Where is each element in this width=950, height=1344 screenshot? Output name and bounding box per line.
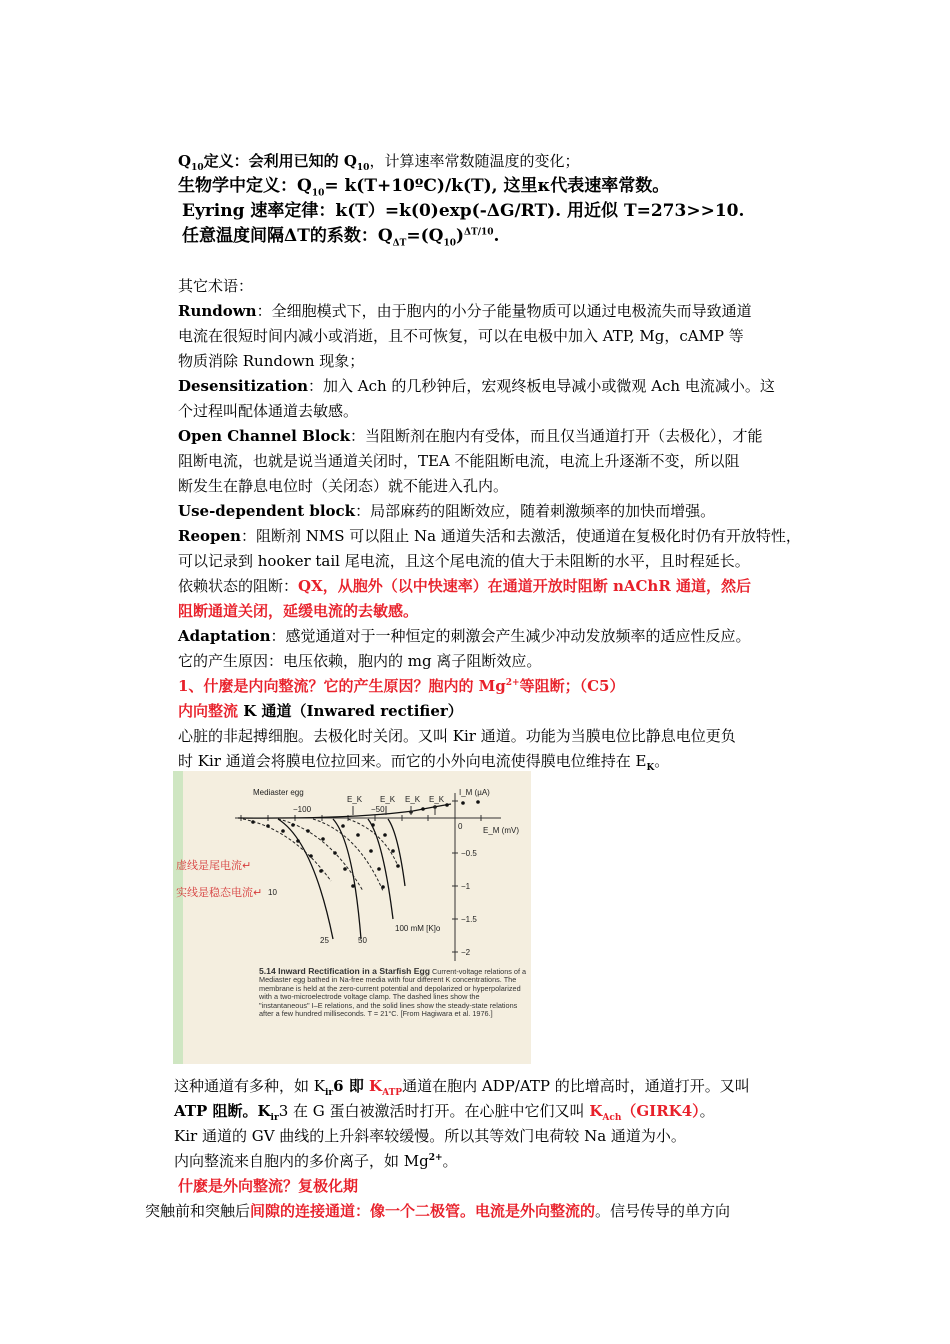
text-segment: Desensitization [178,377,308,395]
text-segment: （GIRK4） [621,1102,700,1120]
text-segment: 它的产生原因：电压依赖，胞内的 mg 离子阻断效应。 [178,652,542,670]
text-segment: K 通道（Inwared rectifier） [238,702,463,720]
text-segment: 内向整流来自胞内的多价离子，如 Mg [174,1152,429,1170]
text-segment: 定义：会利用已知的 Q [203,152,357,170]
text-line-state-2 [178,601,418,621]
text-segment: ) [455,226,465,246]
text-segment: ATP 阻断。K [174,1102,271,1120]
text-line-bio-def [178,176,670,199]
steady-state-curves [238,804,451,939]
text-line-kinds-1 [174,1076,750,1096]
text-segment: Adaptation [178,627,271,645]
x-tick-label-1: −100 [293,805,312,814]
text-segment: 任意温度间隔ΔT的系数：Q [182,226,393,246]
y-axis-label: I_M (µA) [459,788,490,797]
text-segment: 10 [443,238,456,249]
ek-label-4: E_K [429,795,445,804]
text-segment: 个过程叫配体通道去敏感。 [178,402,359,420]
text-segment: ：阻断剂 NMS 可以阻止 Na 通道失活和去激活，使通道在复极化时仍有开放特性， [240,527,801,545]
y-tick-label-3: −1.5 [461,915,477,924]
figure-plate [183,771,531,1064]
figure-title-left: Mediaster egg [253,788,304,797]
text-segment: Reopen [178,527,241,545]
figure-caption [259,967,527,1018]
ek-label-2: E_K [380,795,396,804]
text-segment: 生物学中定义：Q [178,176,312,196]
text-line-any-temp [182,226,500,249]
text-segment: K [589,1102,603,1120]
text-segment: K [369,1077,383,1095]
text-line-inward-head [178,701,463,721]
y-tick-label-2: −1 [461,882,471,891]
text-segment: 心脏的非起搏细胞。去极化时关闭。又叫 Kir 通道。功能为当膜电位比静息电位更负 [178,727,736,745]
text-line-use-dep [178,501,715,521]
text-line-inward-2 [178,751,669,771]
text-segment: 阻断电流，也就是说当通道关闭时，TEA 不能阻断电流，电流上升逐渐不变，所以阻 [178,452,740,470]
text-segment: ir [324,1088,334,1098]
curve-label-10: 10 [268,888,277,897]
text-line-gv [174,1126,686,1146]
text-line-reopen-1 [178,526,801,546]
text-segment: ΔT/10 [464,227,494,238]
text-segment: 10 [191,163,204,173]
text-line-ocb-3 [178,476,508,496]
text-line-desens-1 [178,376,775,396]
text-segment: 其它术语： [178,277,254,295]
text-segment: 6 即 [333,1077,370,1095]
text-segment: Rundown [178,302,257,320]
text-line-state-1 [178,576,751,596]
text-segment: ：感觉通道对于一种恒定的刺激会产生减少冲动发放频率的适应性反应。 [270,627,751,645]
text-line-synapse [145,1201,730,1221]
text-segment: 等阻断；（C5） [519,677,625,695]
text-segment: 2+ [505,678,520,688]
text-segment: 什麽是外向整流？复极化期 [178,1177,359,1195]
text-segment: 突触前和突触后 [145,1202,251,1220]
x-tick-label-2: −50 [371,805,385,814]
data-points [251,800,480,889]
text-segment: 3 在 G 蛋白被激活时打开。在心脏中它们又叫 [278,1102,590,1120]
text-segment: 这种通道有多种，如 K [174,1077,325,1095]
text-segment: 时 Kir 通道会将膜电位拉回来。而它的小外向电流使得膜电位维持在 E [178,752,647,770]
text-segment: ΔT [392,238,407,249]
text-line-desens-2 [178,401,358,421]
text-segment: 间隙的连接通道：像一个二极管。电流是外向整流的 [250,1202,596,1220]
text-segment: Kir 通道的 GV 曲线的上升斜率较缓慢。所以其等效门电荷较 Na 通道为小。 [174,1127,686,1145]
text-segment: 。信号传导的单方向 [595,1202,731,1220]
text-line-rundown-2 [178,326,744,346]
text-segment: 10 [311,188,325,199]
text-segment: 内向整流 [178,702,239,720]
text-segment: 依赖状态的阻断： [178,577,299,595]
text-segment: 可以记录到 hooker tail 尾电流，且这个尾电流的值大于未阻断的水平，且时程延长。 [178,552,750,570]
text-line-adapt-2 [178,651,541,671]
text-segment: 1、什麼是内向整流？它的产生原因？胞内的 Mg [178,677,506,695]
text-segment: 。 [442,1152,458,1170]
text-segment: Open Channel Block [178,427,350,445]
text-segment: 2+ [428,1153,443,1163]
text-segment: ：局部麻药的阻断效应，随着刺激频率的加快而增强。 [355,502,716,520]
y-tick-label-4: −2 [461,948,471,957]
text-segment: ，计算速率常数随温度的变化； [369,152,580,170]
text-line-ocb-1 [178,426,763,446]
text-segment: =(Q [406,226,444,246]
ek-label-1: E_K [347,795,363,804]
text-segment: 。 [654,752,670,770]
text-segment: ：当阻断剂在胞内有受体，而且仅当通道打开（去极化），才能 [349,427,763,445]
caption-body: Current-voltage relations of a Mediaster egg bathed in Na-free media with four different K concentrations. The membrane is held at the zero-current potential and depolarized or hyperpolarized with a two-microelectrode voltage clamp. The dashed lines show the "instantaneous" I–E relations, and the solid lines show the steady-state relations after a few hundred milliseconds. T = 21°C. [From Hagiwara et al. 1976.] [259,967,527,1019]
text-segment: = k(T+10ºC)/k(T), 这里κ代表速率常数。 [324,176,670,196]
solid-line-note: 实线是稳态电流↵ [176,886,263,899]
instantaneous-curves [243,819,398,891]
text-line-q1 [178,676,624,696]
text-segment: QX，从胞外（以中快速率）在通道开放时阻断 nAChR 通道，然后 [298,577,752,595]
text-line-rundown-3 [178,351,364,371]
ek-label-3: E_K [405,795,421,804]
text-segment: 通道在胞内 ADP/ATP 的比增高时，通道打开。又叫 [402,1077,750,1095]
y-tick-label-1: −0.5 [461,849,477,858]
text-segment: 物质消除 Rundown 现象； [178,352,365,370]
curve-label-100: 100 mM [K]o [395,924,441,933]
inward-rectification-figure [173,771,531,1064]
text-segment: Q [178,152,192,170]
text-segment: 10 [356,163,370,173]
text-segment: 。 [699,1102,715,1120]
text-segment: 断发生在静息电位时（关闭态）就不能进入孔内。 [178,477,509,495]
x-axis-label: E_M (mV) [483,826,519,835]
text-segment: Ach [602,1113,622,1123]
text-segment: Eyring 速率定律：k(T）=k(0)exp(-ΔG/RT). 用近似 T=273>>10. [182,201,745,221]
text-segment: 阻断通道关闭，延缓电流的去敏感。 [178,602,419,620]
text-line-other-terms [178,276,253,296]
text-segment: K [646,763,655,773]
curve-label-25: 25 [320,936,329,945]
text-segment: ：加入 Ach 的几秒钟后，宏观终板电导减小或微观 Ach 电流减小。这 [308,377,775,395]
text-line-adapt-1 [178,626,751,646]
text-line-inward-1 [178,726,736,746]
iv-plot [183,771,531,1064]
text-segment: Use-dependent block [178,502,356,520]
text-line-eyring [182,201,744,221]
text-line-inward-src [174,1151,458,1171]
text-line-ocb-2 [178,451,740,471]
curve-label-50: 50 [358,936,367,945]
x-tick-label-3: 0 [458,822,463,831]
text-segment: ir [270,1113,279,1123]
caption-title: 5.14 Inward Rectification in a Starfish Egg [259,966,430,976]
text-line-reopen-2 [178,551,750,571]
text-segment: ：全细胞模式下，由于胞内的小分子能量物质可以通过电极流失而导致通道 [256,302,752,320]
text-segment: . [493,226,500,246]
text-line-q2 [178,1176,358,1196]
text-segment: ATP [382,1088,403,1098]
text-line-kinds-2 [174,1101,715,1121]
text-segment: 电流在很短时间内减小或消逝，且不可恢复，可以在电极中加入 ATP, Mg，cAMP 等 [178,327,744,345]
text-line-q10-def [178,151,579,171]
dashed-line-note: 虚线是尾电流↵ [176,859,252,872]
text-line-rundown-1 [178,301,752,321]
